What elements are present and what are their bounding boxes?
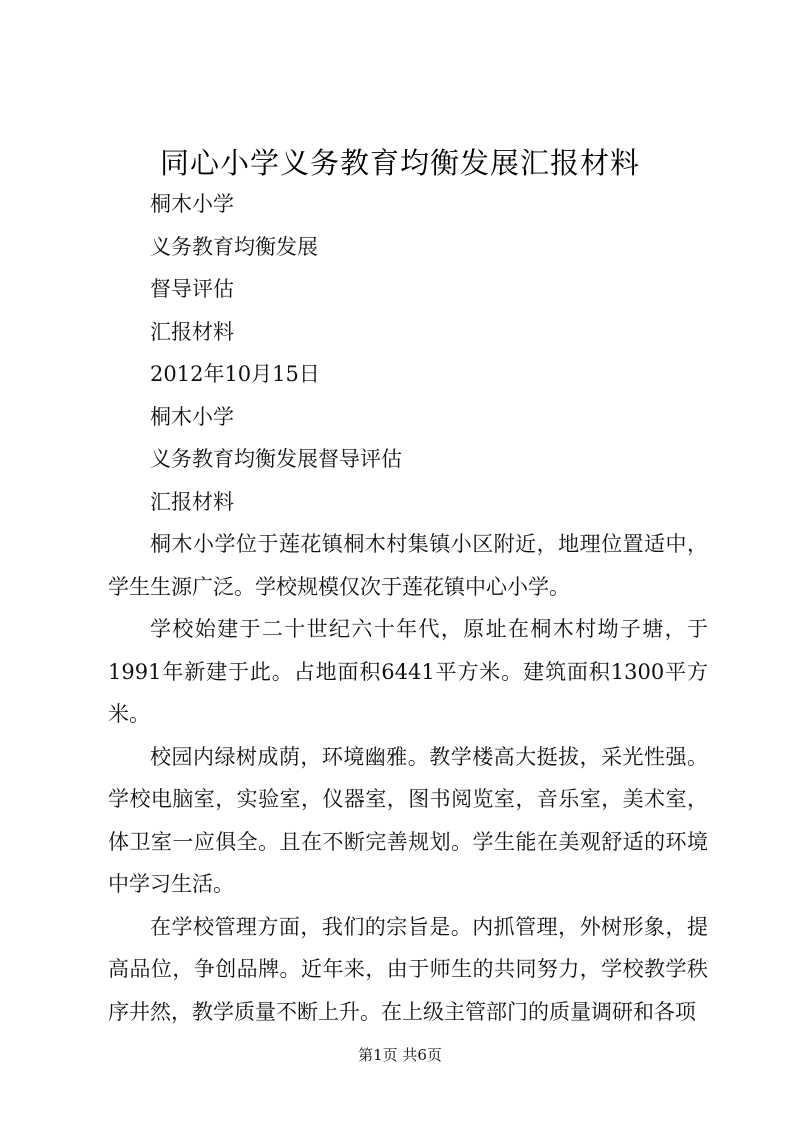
cover-line: 桐木小学 [150,404,234,429]
paragraph: 在学校管理方面，我们的宗旨是。内抓管理，外树形象，提高品位，争创品牌。近年来，由于师生的共同努力，学校教学秩序井然，教学质量不断上升。在上级主管部门的质量调研和各项 [108,914,708,1024]
page-footer: 第1页 共6页 [358,1046,442,1064]
paragraph: 校园内绿树成荫，环境幽雅。教学楼高大挺拔，采光性强。学校电脑室，实验室，仪器室，图书阅览室，音乐室，美术室，体卫室一应俱全。且在不断完善规划。学生能在美观舒适的环境中学习生活。 [108,744,708,896]
cover-line: 桐木小学 [150,192,234,216]
paragraph: 桐木小学位于莲花镇桐木村集镇小区附近，地理位置适中，学生生源广泛。学校规模仅次于莲花镇中心小学。 [108,532,708,599]
document-title: 同心小学义务教育均衡发展汇报材料 [159,146,640,180]
cover-date: 2012年10月15日 [150,362,320,386]
cover-line: 督导评估 [150,277,234,301]
cover-line: 汇报材料 [150,319,234,344]
cover-line: 义务教育均衡发展 [150,234,318,259]
cover-line: 义务教育均衡发展督导评估 [150,447,402,471]
paragraph: 学校始建于二十世纪六十年代，原址在桐木村坳子塘，于1991年新建于此。占地面积6441平方米。建筑面积1300平方米。 [108,617,708,726]
cover-line: 汇报材料 [150,489,234,514]
document-body [108,183,708,1033]
